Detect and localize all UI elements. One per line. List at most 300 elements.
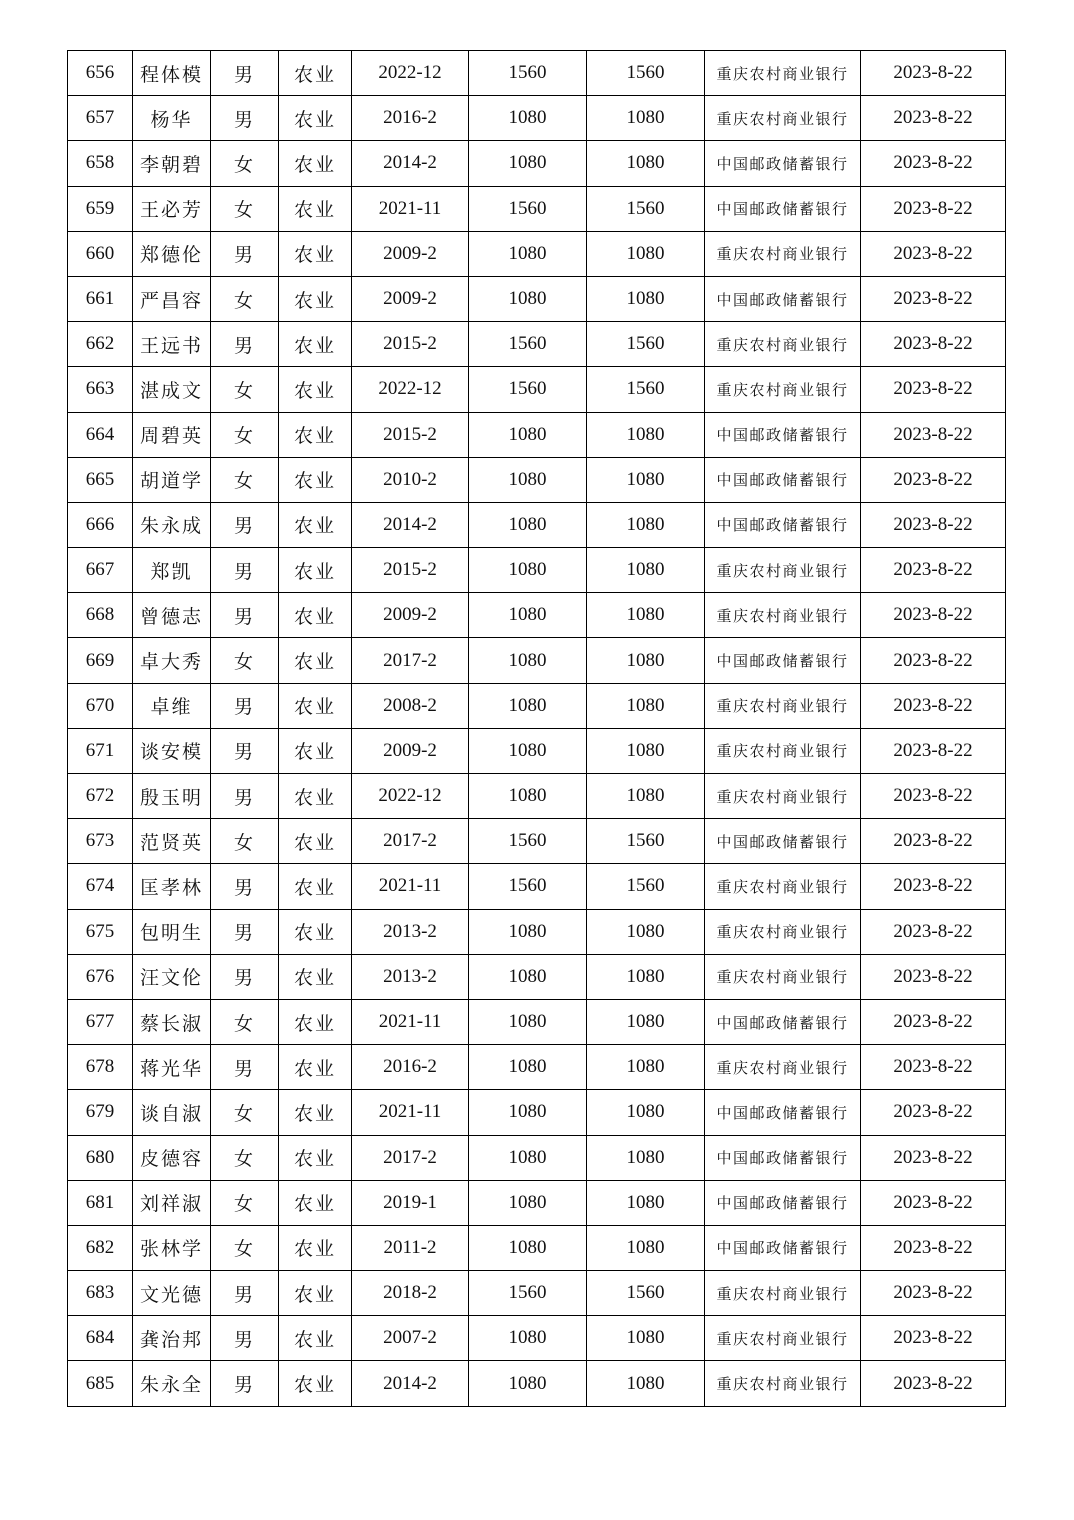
table-row <box>68 1090 1006 1135</box>
pay-date-cell: 2023-8-22 <box>861 593 1006 638</box>
amount-a-cell: 1080 <box>469 1361 587 1406</box>
row-number-cell: 657 <box>68 96 133 141</box>
bank-cell: 重庆农村商业银行 <box>705 1045 861 1090</box>
start-date-cell: 2009-2 <box>352 728 469 773</box>
pay-date-cell: 2023-8-22 <box>861 367 1006 412</box>
gender-cell: 男 <box>211 51 279 96</box>
amount-a-cell: 1080 <box>469 774 587 819</box>
amount-b-cell: 1080 <box>587 1225 705 1270</box>
name-cell: 文光德 <box>133 1271 211 1316</box>
amount-b-cell: 1080 <box>587 638 705 683</box>
bank-cell: 重庆农村商业银行 <box>705 728 861 773</box>
amount-b-cell: 1560 <box>587 1271 705 1316</box>
amount-a-cell: 1080 <box>469 1045 587 1090</box>
start-date-cell: 2007-2 <box>352 1316 469 1361</box>
pay-date-cell: 2023-8-22 <box>861 1316 1006 1361</box>
bank-cell: 重庆农村商业银行 <box>705 909 861 954</box>
household-type-cell: 农业 <box>279 1180 352 1225</box>
bank-cell: 重庆农村商业银行 <box>705 548 861 593</box>
name-cell: 王必芳 <box>133 186 211 231</box>
gender-cell: 男 <box>211 774 279 819</box>
amount-a-cell: 1080 <box>469 999 587 1044</box>
row-number-cell: 663 <box>68 367 133 412</box>
row-number-cell: 684 <box>68 1316 133 1361</box>
amount-b-cell: 1080 <box>587 774 705 819</box>
start-date-cell: 2013-2 <box>352 909 469 954</box>
household-type-cell: 农业 <box>279 593 352 638</box>
start-date-cell: 2009-2 <box>352 231 469 276</box>
household-type-cell: 农业 <box>279 457 352 502</box>
bank-cell: 中国邮政储蓄银行 <box>705 999 861 1044</box>
recipient-table <box>67 50 1006 1407</box>
household-type-cell: 农业 <box>279 1045 352 1090</box>
table-row <box>68 1225 1006 1270</box>
name-cell: 曾德志 <box>133 593 211 638</box>
amount-a-cell: 1560 <box>469 864 587 909</box>
table-row <box>68 728 1006 773</box>
amount-a-cell: 1080 <box>469 909 587 954</box>
name-cell: 杨华 <box>133 96 211 141</box>
table-row <box>68 1271 1006 1316</box>
gender-cell: 男 <box>211 864 279 909</box>
household-type-cell: 农业 <box>279 909 352 954</box>
amount-b-cell: 1080 <box>587 412 705 457</box>
amount-a-cell: 1080 <box>469 638 587 683</box>
table-row <box>68 593 1006 638</box>
pay-date-cell: 2023-8-22 <box>861 1135 1006 1180</box>
row-number-cell: 683 <box>68 1271 133 1316</box>
amount-b-cell: 1080 <box>587 683 705 728</box>
amount-b-cell: 1080 <box>587 1316 705 1361</box>
pay-date-cell: 2023-8-22 <box>861 141 1006 186</box>
pay-date-cell: 2023-8-22 <box>861 954 1006 999</box>
pay-date-cell: 2023-8-22 <box>861 186 1006 231</box>
bank-cell: 重庆农村商业银行 <box>705 1361 861 1406</box>
household-type-cell: 农业 <box>279 1135 352 1180</box>
row-number-cell: 678 <box>68 1045 133 1090</box>
bank-cell: 中国邮政储蓄银行 <box>705 638 861 683</box>
amount-a-cell: 1560 <box>469 1271 587 1316</box>
amount-a-cell: 1080 <box>469 728 587 773</box>
bank-cell: 中国邮政储蓄银行 <box>705 457 861 502</box>
row-number-cell: 665 <box>68 457 133 502</box>
pay-date-cell: 2023-8-22 <box>861 276 1006 321</box>
table-row <box>68 51 1006 96</box>
household-type-cell: 农业 <box>279 954 352 999</box>
gender-cell: 男 <box>211 502 279 547</box>
gender-cell: 男 <box>211 1361 279 1406</box>
amount-b-cell: 1080 <box>587 141 705 186</box>
gender-cell: 女 <box>211 1135 279 1180</box>
name-cell: 湛成文 <box>133 367 211 412</box>
amount-b-cell: 1080 <box>587 1180 705 1225</box>
start-date-cell: 2009-2 <box>352 593 469 638</box>
gender-cell: 女 <box>211 819 279 864</box>
table-row <box>68 548 1006 593</box>
name-cell: 卓维 <box>133 683 211 728</box>
name-cell: 张林学 <box>133 1225 211 1270</box>
household-type-cell: 农业 <box>279 683 352 728</box>
amount-b-cell: 1080 <box>587 999 705 1044</box>
gender-cell: 女 <box>211 276 279 321</box>
table-row <box>68 999 1006 1044</box>
household-type-cell: 农业 <box>279 412 352 457</box>
amount-b-cell: 1080 <box>587 1090 705 1135</box>
household-type-cell: 农业 <box>279 1225 352 1270</box>
row-number-cell: 679 <box>68 1090 133 1135</box>
pay-date-cell: 2023-8-22 <box>861 502 1006 547</box>
row-number-cell: 671 <box>68 728 133 773</box>
amount-b-cell: 1560 <box>587 322 705 367</box>
amount-b-cell: 1080 <box>587 954 705 999</box>
bank-cell: 中国邮政储蓄银行 <box>705 502 861 547</box>
name-cell: 卓大秀 <box>133 638 211 683</box>
amount-a-cell: 1080 <box>469 683 587 728</box>
table-row <box>68 322 1006 367</box>
name-cell: 谈自淑 <box>133 1090 211 1135</box>
table-row <box>68 774 1006 819</box>
gender-cell: 女 <box>211 367 279 412</box>
row-number-cell: 661 <box>68 276 133 321</box>
household-type-cell: 农业 <box>279 728 352 773</box>
amount-a-cell: 1560 <box>469 322 587 367</box>
start-date-cell: 2015-2 <box>352 412 469 457</box>
name-cell: 匡孝林 <box>133 864 211 909</box>
amount-a-cell: 1080 <box>469 412 587 457</box>
row-number-cell: 673 <box>68 819 133 864</box>
name-cell: 龚治邦 <box>133 1316 211 1361</box>
start-date-cell: 2013-2 <box>352 954 469 999</box>
name-cell: 王远书 <box>133 322 211 367</box>
amount-b-cell: 1080 <box>587 1135 705 1180</box>
name-cell: 蒋光华 <box>133 1045 211 1090</box>
bank-cell: 重庆农村商业银行 <box>705 774 861 819</box>
amount-a-cell: 1560 <box>469 367 587 412</box>
amount-b-cell: 1080 <box>587 96 705 141</box>
bank-cell: 重庆农村商业银行 <box>705 367 861 412</box>
table-row <box>68 412 1006 457</box>
row-number-cell: 675 <box>68 909 133 954</box>
start-date-cell: 2015-2 <box>352 322 469 367</box>
name-cell: 刘祥淑 <box>133 1180 211 1225</box>
amount-a-cell: 1080 <box>469 1225 587 1270</box>
pay-date-cell: 2023-8-22 <box>861 728 1006 773</box>
table-row <box>68 1135 1006 1180</box>
pay-date-cell: 2023-8-22 <box>861 457 1006 502</box>
gender-cell: 男 <box>211 1271 279 1316</box>
household-type-cell: 农业 <box>279 864 352 909</box>
household-type-cell: 农业 <box>279 367 352 412</box>
amount-b-cell: 1080 <box>587 1361 705 1406</box>
amount-b-cell: 1560 <box>587 186 705 231</box>
amount-b-cell: 1080 <box>587 231 705 276</box>
household-type-cell: 农业 <box>279 548 352 593</box>
household-type-cell: 农业 <box>279 1361 352 1406</box>
table-row <box>68 186 1006 231</box>
gender-cell: 女 <box>211 999 279 1044</box>
amount-b-cell: 1080 <box>587 909 705 954</box>
row-number-cell: 670 <box>68 683 133 728</box>
row-number-cell: 656 <box>68 51 133 96</box>
household-type-cell: 农业 <box>279 186 352 231</box>
household-type-cell: 农业 <box>279 1271 352 1316</box>
table-row <box>68 683 1006 728</box>
name-cell: 周碧英 <box>133 412 211 457</box>
amount-b-cell: 1080 <box>587 728 705 773</box>
amount-a-cell: 1080 <box>469 1180 587 1225</box>
amount-a-cell: 1080 <box>469 1316 587 1361</box>
gender-cell: 男 <box>211 954 279 999</box>
amount-b-cell: 1560 <box>587 367 705 412</box>
table-row <box>68 638 1006 683</box>
bank-cell: 重庆农村商业银行 <box>705 1271 861 1316</box>
name-cell: 朱永全 <box>133 1361 211 1406</box>
pay-date-cell: 2023-8-22 <box>861 683 1006 728</box>
start-date-cell: 2016-2 <box>352 1045 469 1090</box>
pay-date-cell: 2023-8-22 <box>861 774 1006 819</box>
household-type-cell: 农业 <box>279 96 352 141</box>
start-date-cell: 2022-12 <box>352 367 469 412</box>
start-date-cell: 2019-1 <box>352 1180 469 1225</box>
start-date-cell: 2014-2 <box>352 141 469 186</box>
start-date-cell: 2021-11 <box>352 864 469 909</box>
name-cell: 汪文伦 <box>133 954 211 999</box>
table-row <box>68 1361 1006 1406</box>
gender-cell: 男 <box>211 1045 279 1090</box>
name-cell: 郑德伦 <box>133 231 211 276</box>
gender-cell: 男 <box>211 548 279 593</box>
pay-date-cell: 2023-8-22 <box>861 864 1006 909</box>
gender-cell: 男 <box>211 909 279 954</box>
start-date-cell: 2018-2 <box>352 1271 469 1316</box>
household-type-cell: 农业 <box>279 1316 352 1361</box>
name-cell: 谈安模 <box>133 728 211 773</box>
amount-b-cell: 1560 <box>587 819 705 864</box>
gender-cell: 女 <box>211 1180 279 1225</box>
table-row <box>68 819 1006 864</box>
row-number-cell: 660 <box>68 231 133 276</box>
row-number-cell: 672 <box>68 774 133 819</box>
bank-cell: 中国邮政储蓄银行 <box>705 819 861 864</box>
amount-a-cell: 1080 <box>469 141 587 186</box>
bank-cell: 重庆农村商业银行 <box>705 51 861 96</box>
amount-b-cell: 1080 <box>587 502 705 547</box>
name-cell: 胡道学 <box>133 457 211 502</box>
bank-cell: 中国邮政储蓄银行 <box>705 1090 861 1135</box>
pay-date-cell: 2023-8-22 <box>861 1045 1006 1090</box>
pay-date-cell: 2023-8-22 <box>861 1090 1006 1135</box>
row-number-cell: 677 <box>68 999 133 1044</box>
amount-a-cell: 1080 <box>469 231 587 276</box>
row-number-cell: 685 <box>68 1361 133 1406</box>
amount-a-cell: 1080 <box>469 96 587 141</box>
household-type-cell: 农业 <box>279 322 352 367</box>
pay-date-cell: 2023-8-22 <box>861 819 1006 864</box>
gender-cell: 女 <box>211 186 279 231</box>
row-number-cell: 667 <box>68 548 133 593</box>
table-row <box>68 1045 1006 1090</box>
amount-a-cell: 1080 <box>469 593 587 638</box>
bank-cell: 中国邮政储蓄银行 <box>705 1225 861 1270</box>
name-cell: 范贤英 <box>133 819 211 864</box>
amount-b-cell: 1560 <box>587 864 705 909</box>
table-row <box>68 96 1006 141</box>
table-row <box>68 864 1006 909</box>
amount-a-cell: 1080 <box>469 276 587 321</box>
gender-cell: 女 <box>211 1225 279 1270</box>
pay-date-cell: 2023-8-22 <box>861 638 1006 683</box>
gender-cell: 男 <box>211 96 279 141</box>
pay-date-cell: 2023-8-22 <box>861 1271 1006 1316</box>
table-row <box>68 909 1006 954</box>
amount-a-cell: 1080 <box>469 502 587 547</box>
start-date-cell: 2021-11 <box>352 186 469 231</box>
start-date-cell: 2021-11 <box>352 1090 469 1135</box>
pay-date-cell: 2023-8-22 <box>861 51 1006 96</box>
start-date-cell: 2017-2 <box>352 1135 469 1180</box>
table-body <box>68 51 1006 1407</box>
pay-date-cell: 2023-8-22 <box>861 96 1006 141</box>
gender-cell: 男 <box>211 593 279 638</box>
amount-a-cell: 1080 <box>469 548 587 593</box>
name-cell: 郑凯 <box>133 548 211 593</box>
bank-cell: 中国邮政储蓄银行 <box>705 186 861 231</box>
bank-cell: 重庆农村商业银行 <box>705 322 861 367</box>
row-number-cell: 664 <box>68 412 133 457</box>
row-number-cell: 676 <box>68 954 133 999</box>
bank-cell: 中国邮政储蓄银行 <box>705 276 861 321</box>
table-row <box>68 141 1006 186</box>
name-cell: 严昌容 <box>133 276 211 321</box>
household-type-cell: 农业 <box>279 819 352 864</box>
amount-a-cell: 1080 <box>469 1135 587 1180</box>
gender-cell: 女 <box>211 412 279 457</box>
gender-cell: 男 <box>211 1316 279 1361</box>
amount-b-cell: 1080 <box>587 276 705 321</box>
gender-cell: 男 <box>211 231 279 276</box>
start-date-cell: 2015-2 <box>352 548 469 593</box>
gender-cell: 女 <box>211 141 279 186</box>
row-number-cell: 659 <box>68 186 133 231</box>
row-number-cell: 662 <box>68 322 133 367</box>
household-type-cell: 农业 <box>279 276 352 321</box>
household-type-cell: 农业 <box>279 51 352 96</box>
household-type-cell: 农业 <box>279 638 352 683</box>
start-date-cell: 2021-11 <box>352 999 469 1044</box>
amount-b-cell: 1080 <box>587 1045 705 1090</box>
bank-cell: 重庆农村商业银行 <box>705 231 861 276</box>
pay-date-cell: 2023-8-22 <box>861 999 1006 1044</box>
amount-a-cell: 1560 <box>469 51 587 96</box>
gender-cell: 男 <box>211 728 279 773</box>
amount-b-cell: 1080 <box>587 548 705 593</box>
row-number-cell: 658 <box>68 141 133 186</box>
table-row <box>68 457 1006 502</box>
bank-cell: 中国邮政储蓄银行 <box>705 1180 861 1225</box>
amount-a-cell: 1560 <box>469 186 587 231</box>
start-date-cell: 2014-2 <box>352 1361 469 1406</box>
row-number-cell: 669 <box>68 638 133 683</box>
household-type-cell: 农业 <box>279 999 352 1044</box>
document-page <box>67 50 1005 1407</box>
bank-cell: 重庆农村商业银行 <box>705 593 861 638</box>
household-type-cell: 农业 <box>279 231 352 276</box>
amount-b-cell: 1080 <box>587 457 705 502</box>
name-cell: 朱永成 <box>133 502 211 547</box>
amount-a-cell: 1080 <box>469 954 587 999</box>
row-number-cell: 668 <box>68 593 133 638</box>
pay-date-cell: 2023-8-22 <box>861 548 1006 593</box>
gender-cell: 男 <box>211 683 279 728</box>
start-date-cell: 2017-2 <box>352 638 469 683</box>
name-cell: 皮德容 <box>133 1135 211 1180</box>
start-date-cell: 2014-2 <box>352 502 469 547</box>
pay-date-cell: 2023-8-22 <box>861 1180 1006 1225</box>
amount-a-cell: 1560 <box>469 819 587 864</box>
table-row <box>68 502 1006 547</box>
name-cell: 程体模 <box>133 51 211 96</box>
start-date-cell: 2008-2 <box>352 683 469 728</box>
start-date-cell: 2022-12 <box>352 774 469 819</box>
name-cell: 蔡长淑 <box>133 999 211 1044</box>
household-type-cell: 农业 <box>279 141 352 186</box>
table-row <box>68 954 1006 999</box>
row-number-cell: 666 <box>68 502 133 547</box>
household-type-cell: 农业 <box>279 502 352 547</box>
pay-date-cell: 2023-8-22 <box>861 322 1006 367</box>
amount-b-cell: 1080 <box>587 593 705 638</box>
bank-cell: 中国邮政储蓄银行 <box>705 412 861 457</box>
amount-a-cell: 1080 <box>469 457 587 502</box>
start-date-cell: 2010-2 <box>352 457 469 502</box>
amount-b-cell: 1560 <box>587 51 705 96</box>
start-date-cell: 2017-2 <box>352 819 469 864</box>
start-date-cell: 2022-12 <box>352 51 469 96</box>
pay-date-cell: 2023-8-22 <box>861 909 1006 954</box>
table-row <box>68 1316 1006 1361</box>
pay-date-cell: 2023-8-22 <box>861 1361 1006 1406</box>
gender-cell: 女 <box>211 457 279 502</box>
bank-cell: 中国邮政储蓄银行 <box>705 141 861 186</box>
gender-cell: 女 <box>211 638 279 683</box>
gender-cell: 男 <box>211 322 279 367</box>
table-row <box>68 231 1006 276</box>
bank-cell: 重庆农村商业银行 <box>705 683 861 728</box>
pay-date-cell: 2023-8-22 <box>861 1225 1006 1270</box>
row-number-cell: 681 <box>68 1180 133 1225</box>
bank-cell: 重庆农村商业银行 <box>705 864 861 909</box>
start-date-cell: 2011-2 <box>352 1225 469 1270</box>
bank-cell: 重庆农村商业银行 <box>705 954 861 999</box>
table-row <box>68 1180 1006 1225</box>
name-cell: 包明生 <box>133 909 211 954</box>
name-cell: 殷玉明 <box>133 774 211 819</box>
row-number-cell: 680 <box>68 1135 133 1180</box>
pay-date-cell: 2023-8-22 <box>861 412 1006 457</box>
table-row <box>68 367 1006 412</box>
row-number-cell: 674 <box>68 864 133 909</box>
start-date-cell: 2016-2 <box>352 96 469 141</box>
bank-cell: 中国邮政储蓄银行 <box>705 1135 861 1180</box>
bank-cell: 重庆农村商业银行 <box>705 1316 861 1361</box>
name-cell: 李朝碧 <box>133 141 211 186</box>
row-number-cell: 682 <box>68 1225 133 1270</box>
pay-date-cell: 2023-8-22 <box>861 231 1006 276</box>
table-row <box>68 276 1006 321</box>
household-type-cell: 农业 <box>279 1090 352 1135</box>
gender-cell: 女 <box>211 1090 279 1135</box>
amount-a-cell: 1080 <box>469 1090 587 1135</box>
